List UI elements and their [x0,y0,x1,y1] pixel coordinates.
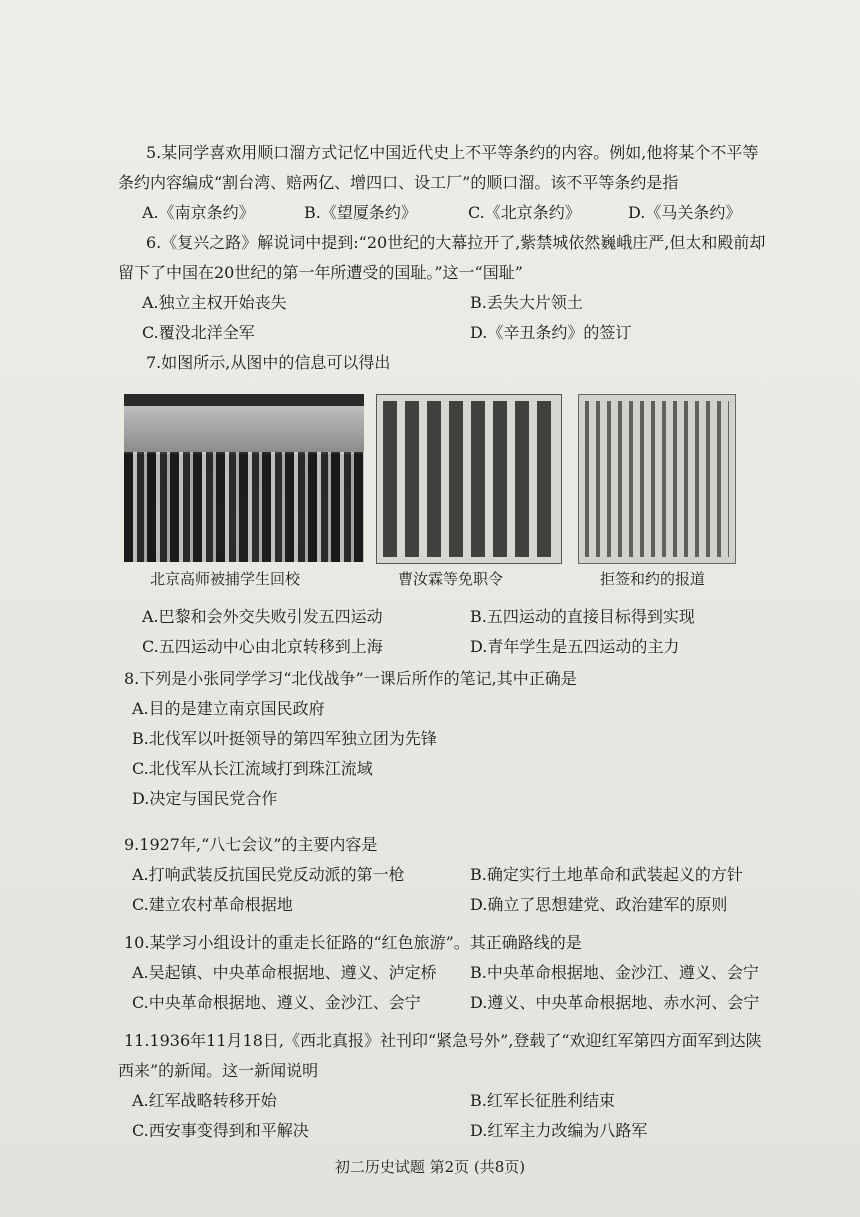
question-stem: 10.某学习小组设计的重走长征路的“红色旅游”。其正确路线的是 [124,933,582,952]
option-a: A.吴起镇、中央革命根据地、遵义、泸定桥 [132,963,437,982]
option-c: C.建立农村革命根据地 [132,895,293,914]
image-caption: 曹汝霖等免职令 [398,570,504,588]
option-c: C.五四运动中心由北京转移到上海 [142,637,383,656]
option-c: C.北伐军从长江流域打到珠江流域 [132,759,373,778]
option-b: B.丢失大片领土 [470,293,583,312]
question-5 [118,138,768,228]
option-d: D.青年学生是五四运动的主力 [470,637,680,656]
options-row [118,958,768,988]
option-a: A.目的是建立南京国民政府 [132,699,325,718]
option-c: C.覆没北洋全军 [142,323,255,342]
option-b: B.《望厦条约》 [304,203,417,222]
option-a: A.独立主权开始丧失 [142,293,287,312]
option-a: A.《南京条约》 [142,203,255,222]
option-d: D.确立了思想建党、政治建军的原则 [470,895,728,914]
option-c: C.中央革命根据地、遵义、金沙江、会宁 [132,993,421,1012]
question-stem: 6.《复兴之路》解说词中提到:“20世纪的大幕拉开了,紫禁城依然巍峨庄严,但太和殿前却留下了中国在20世纪的第一年所遭受的国耻。”这一“国耻” [118,233,766,282]
options-row [118,1086,768,1116]
option-a: A.红军战略转移开始 [132,1091,277,1110]
option-b: B.确定实行土地革命和武装起义的方针 [470,865,743,884]
question-9 [118,830,768,920]
option-a: A.巴黎和会外交失败引发五四运动 [142,607,383,626]
options-row [118,988,768,1018]
question-6 [118,228,768,348]
newspaper-report [578,394,736,564]
options-row [118,198,768,228]
document-dismissal-order [376,394,562,564]
options-row [118,860,768,890]
option-d: D.《辛丑条约》的签订 [470,323,632,342]
photo-students-returning [124,394,364,562]
options-row [118,288,768,318]
options-row [118,890,768,920]
option-c: C.西安事变得到和平解决 [132,1121,309,1140]
option-d: D.《马关条约》 [628,203,742,222]
options-row [118,602,768,632]
option-d: D.红军主力改编为八路军 [470,1121,648,1140]
option-d: D.遵义、中央革命根据地、赤水河、会宁 [470,993,760,1012]
question-7-options [118,602,768,662]
option-b: B.北伐军以叶挺领导的第四军独立团为先锋 [132,729,437,748]
image-caption: 北京高师被捕学生回校 [150,570,301,588]
options-row [118,1116,768,1146]
question-stem: 11.1936年11月18日,《西北真报》社刊印“紧急号外”,登载了“欢迎红军第四方面军到达陕西来”的新闻。这一新闻说明 [118,1031,762,1080]
option-d: D.决定与国民党合作 [132,789,278,808]
option-b: B.中央革命根据地、金沙江、遵义、会宁 [470,963,759,982]
option-c: C.《北京条约》 [468,203,581,222]
question-stem: 5.某同学喜欢用顺口溜方式记忆中国近代史上不平等条约的内容。例如,他将某个不平等条约内容编成“割台湾、赔两亿、增四口、设工厂”的顺口溜。该不平等条约是指 [118,143,759,192]
image-caption: 拒签和约的报道 [600,570,706,588]
question-stem: 9.1927年,“八七会议”的主要内容是 [124,835,378,854]
page-footer: 初二历史试题 第2页 (共8页) [334,1158,526,1176]
question-10 [118,928,768,1018]
question-11 [118,1026,768,1146]
option-a: A.打响武装反抗国民党反动派的第一枪 [132,865,405,884]
options-row [118,318,768,348]
question-8 [118,664,768,814]
question-7 [118,348,768,378]
option-b: B.五四运动的直接目标得到实现 [470,607,695,626]
question-stem: 8.下列是小张同学学习“北伐战争”一课后所作的笔记,其中正确是 [124,669,577,688]
question-stem: 7.如图所示,从图中的信息可以得出 [146,353,391,372]
options-row [118,632,768,662]
option-b: B.红军长征胜利结束 [470,1091,615,1110]
